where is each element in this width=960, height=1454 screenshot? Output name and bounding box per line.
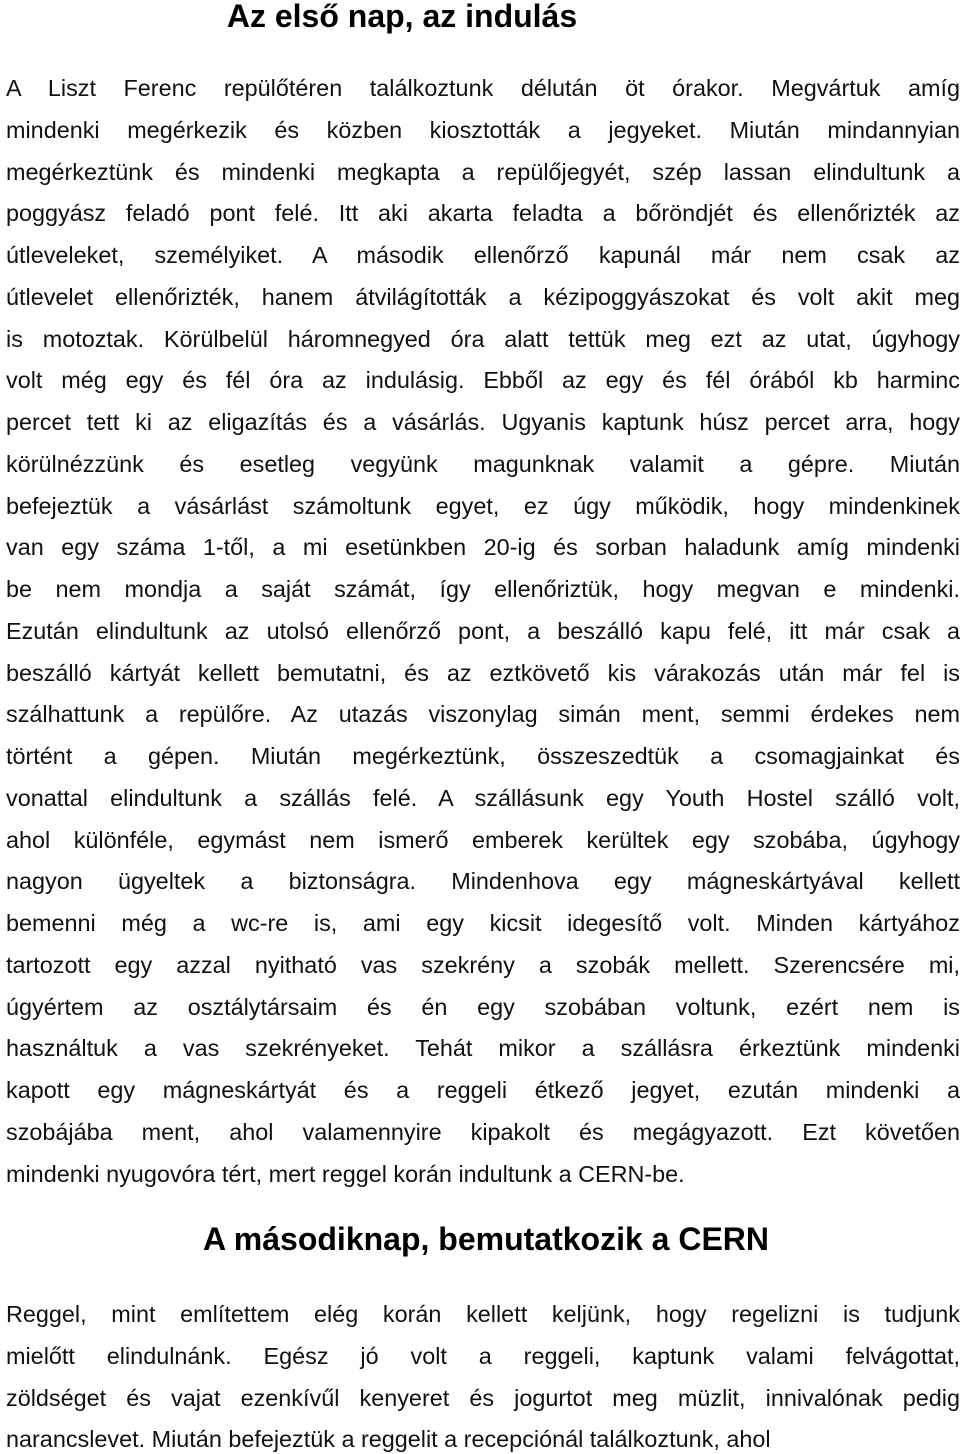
text-line: mindenki nyugovóra tért, mert reggel korán indultunk a CERN-be. [6,1160,685,1187]
text-line: szálhattunk a repülőre. Az utazás viszonylag simán ment, semmi érdekes nem [6,701,960,728]
text-line: percet tett ki az eligazítás és a vásárlás. Ugyanis kaptunk húsz percet arra, hogy [6,409,960,435]
text-line: szobájába ment, ahol valamennyire kipakolt és megágyazott. Ezt követően [6,1118,960,1145]
text-line: használtuk a vas szekrényeket. Tehát mikor a szállásra érkeztünk mindenki [6,1035,960,1062]
text-line: tartozott egy azzal nyitható vas szekrény a szobák mellett. Szerencsére mi, [6,951,960,978]
text-line: úgyértem az osztálytársaim és én egy szobában voltunk, ezért nem is [6,993,960,1020]
text-line: beszálló kártyát kellett bemutatni, és az eztkövető kis várakozás után már fel is [6,659,960,686]
text-line: kapott egy mágneskártyát és a reggeli étkező jegyet, ezután mindenki a [6,1077,960,1103]
section-2-paragraph [6,1294,960,1454]
text-line: be nem mondja a saját számát, így ellenőriztük, hogy megvan e mindenki. [6,576,960,602]
text-line: bemenni még a wc-re is, ami egy kicsit idegesítő volt. Minden kártyához [6,910,960,936]
text-line: zöldséget és vajat ezenkívűl kenyeret és jogurtot meg müzlit, innivalónak pedig [6,1384,960,1411]
section-heading-2: A másodiknap, bemutatkozik a CERN [202,1221,770,1257]
text-line: van egy száma 1-től, a mi esetünkben 20-ig és sorban haladunk amíg mindenki [6,534,960,561]
text-line: vonattal elindultunk a szállás felé. A szállásunk egy Youth Hostel szálló volt, [6,784,960,811]
text-line: A Liszt Ferenc repülőtéren találkoztunk délután öt órakor. Megvártuk amíg [6,75,960,101]
text-line: útlevelet ellenőrizték, hanem átvilágították a kézipoggyászokat és volt akit meg [6,283,960,310]
text-line: mielőtt elindulnánk. Egész jó volt a reggeli, kaptunk valami felvágottat, [6,1342,960,1369]
text-line: körülnézzünk és esetleg vegyünk magunknak valamit a gépre. Miután [6,450,960,477]
text-line: poggyász feladó pont felé. Itt aki akarta feladta a bőröndjét és ellenőrizték az [6,200,960,227]
text-line: Ezután elindultunk az utolsó ellenőrző pont, a beszálló kapu felé, itt már csak a [6,617,960,644]
text-line: nagyon ügyeltek a biztonságra. Mindenhova egy mágneskártyával kellett [6,868,960,895]
text-line: történt a gépen. Miután megérkeztünk, összeszedtük a csomagjainkat és [6,743,960,769]
text-line: útleveleket, személyiket. A második ellenőrző kapunál már nem csak az [6,242,960,268]
section-heading-1: Az első nap, az indulás [226,0,578,34]
text-line: ahol különféle, egymást nem ismerő emberek kerültek egy szobába, úgyhogy [6,826,960,853]
section-1-paragraph [6,68,960,1195]
text-line: mindenki megérkezik és közben kiosztották a jegyeket. Miután mindannyian [6,116,960,143]
text-line: narancslevet. Miután befejeztük a reggelit a recepciónál találkoztunk, ahol [6,1426,771,1453]
text-line: volt még egy és fél óra az indulásig. Ebből az egy és fél órából kb harminc [6,367,960,394]
text-line: befejeztük a vásárlást számoltunk egyet, ez úgy működik, hogy mindenkinek [6,492,960,519]
text-line: is motoztak. Körülbelül háromnegyed óra alatt tettük meg ezt az utat, úgyhogy [6,325,960,352]
text-line: megérkeztünk és mindenki megkapta a repülőjegyét, szép lassan elindultunk a [6,158,960,185]
text-line: Reggel, mint említettem elég korán kellett keljünk, hogy regelizni is tudjunk [6,1301,960,1327]
